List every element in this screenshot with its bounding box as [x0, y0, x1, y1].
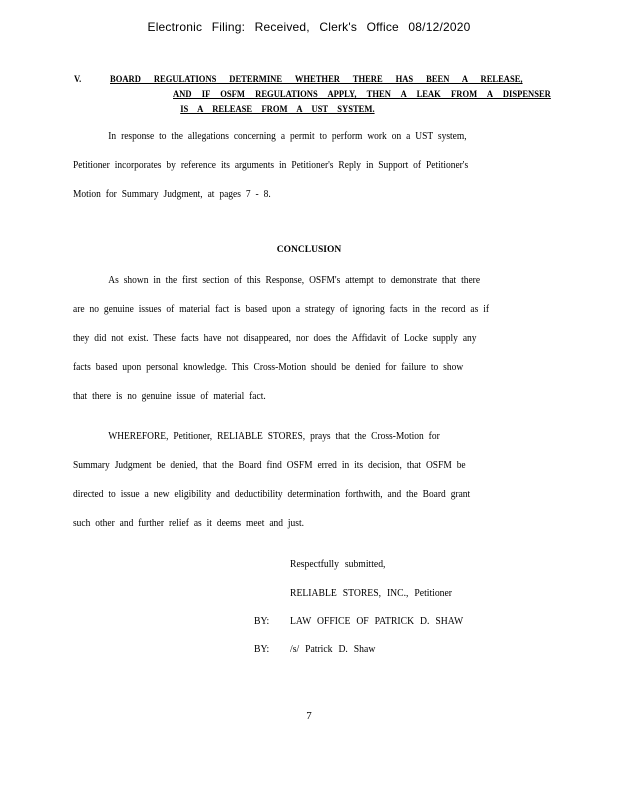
section-heading-line-2: AND IF OSFM REGULATIONS APPLY, THEN A LEAK FROM A DISPENSER [173, 90, 551, 100]
text-line: they did not exist. These facts have not disappeared, nor does the Affidavit of Locke supply any [73, 332, 477, 344]
section-number: V. [74, 75, 82, 85]
conclusion-paragraph-1 [73, 266, 489, 411]
signature-by-label: BY: [254, 643, 270, 655]
signature-by-label: BY: [254, 615, 270, 627]
signature-party: RELIABLE STORES, INC., Petitioner [290, 587, 453, 599]
conclusion-heading: CONCLUSION [276, 245, 342, 255]
section-heading-line-1: BOARD REGULATIONS DETERMINE WHETHER THERE HAS BEEN A RELEASE, [110, 75, 523, 85]
text-line: Summary Judgment be denied, that the Board find OSFM erred in its decision, that OSFM be [73, 459, 466, 471]
text-line: Petitioner incorporates by reference its arguments in Petitioner's Reply in Support of Petitioner's [73, 159, 469, 171]
text-line: WHEREFORE, Petitioner, RELIABLE STORES, prays that the Cross-Motion for [108, 430, 440, 442]
text-line: that there is no genuine issue of material fact. [73, 390, 266, 402]
page-number: 7 [306, 710, 312, 722]
signature-signer: /s/ Patrick D. Shaw [290, 643, 376, 655]
text-line: directed to issue a new eligibility and deductibility determination forthwith, and the Board grant [73, 488, 471, 500]
text-line: As shown in the first section of this Response, OSFM's attempt to demonstrate that there [108, 274, 481, 286]
section-heading-line-3: IS A RELEASE FROM A UST SYSTEM. [180, 105, 375, 115]
text-line: facts based upon personal knowledge. This Cross-Motion should be denied for failure to show [73, 361, 464, 373]
text-line: Motion for Summary Judgment, at pages 7 - 8. [73, 188, 271, 200]
signature-closing: Respectfully submitted, [290, 558, 386, 570]
signature-firm: LAW OFFICE OF PATRICK D. SHAW [290, 615, 464, 627]
text-line: such other and further relief as it deems meet and just. [73, 517, 304, 529]
text-line: are no genuine issues of material fact is based upon a strategy of ignoring facts in the record as if [73, 303, 489, 315]
filing-stamp: Electronic Filing: Received, Clerk's Office 08/12/2020 [147, 20, 471, 34]
conclusion-paragraph-2 [73, 422, 482, 538]
section-v-paragraph [73, 122, 482, 209]
text-line: In response to the allegations concerning a permit to perform work on a UST system, [108, 130, 467, 142]
